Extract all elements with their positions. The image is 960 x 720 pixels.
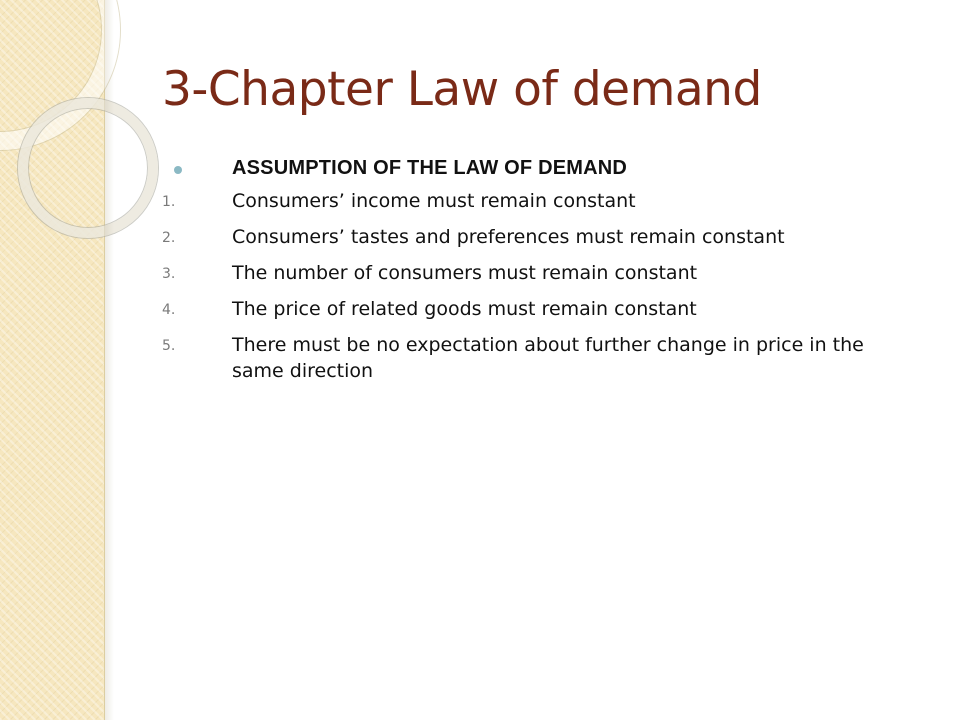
list-text: Consumers’ tastes and preferences must remain constant: [232, 226, 785, 248]
list-item: [162, 296, 902, 322]
bullet-dot-icon: [174, 166, 182, 174]
list-item: [162, 332, 902, 384]
bullet-item: [162, 152, 902, 188]
list-number: 1.: [162, 194, 176, 210]
list-item: [162, 224, 902, 250]
list-number: 4.: [162, 302, 176, 318]
slide-title: 3-Chapter Law of demand: [162, 62, 762, 117]
list-number: 2.: [162, 230, 176, 246]
decorative-side-strip: [0, 0, 105, 720]
list-number: 3.: [162, 266, 176, 282]
list-item: [162, 188, 902, 214]
numbered-list: [162, 188, 902, 384]
list-item: [162, 260, 902, 286]
decorative-ring-small: [18, 98, 158, 238]
bullet-heading: ASSUMPTION OF THE LAW OF DEMAND: [232, 157, 628, 179]
side-strip-shadow: [104, 0, 114, 720]
list-text: There must be no expectation about further change in price in the same direction: [232, 334, 864, 382]
list-text: The number of consumers must remain constant: [232, 262, 698, 284]
list-number: 5.: [162, 338, 176, 354]
list-text: Consumers’ income must remain constant: [232, 190, 636, 212]
list-text: The price of related goods must remain constant: [232, 298, 697, 320]
slide-content: [162, 152, 902, 394]
